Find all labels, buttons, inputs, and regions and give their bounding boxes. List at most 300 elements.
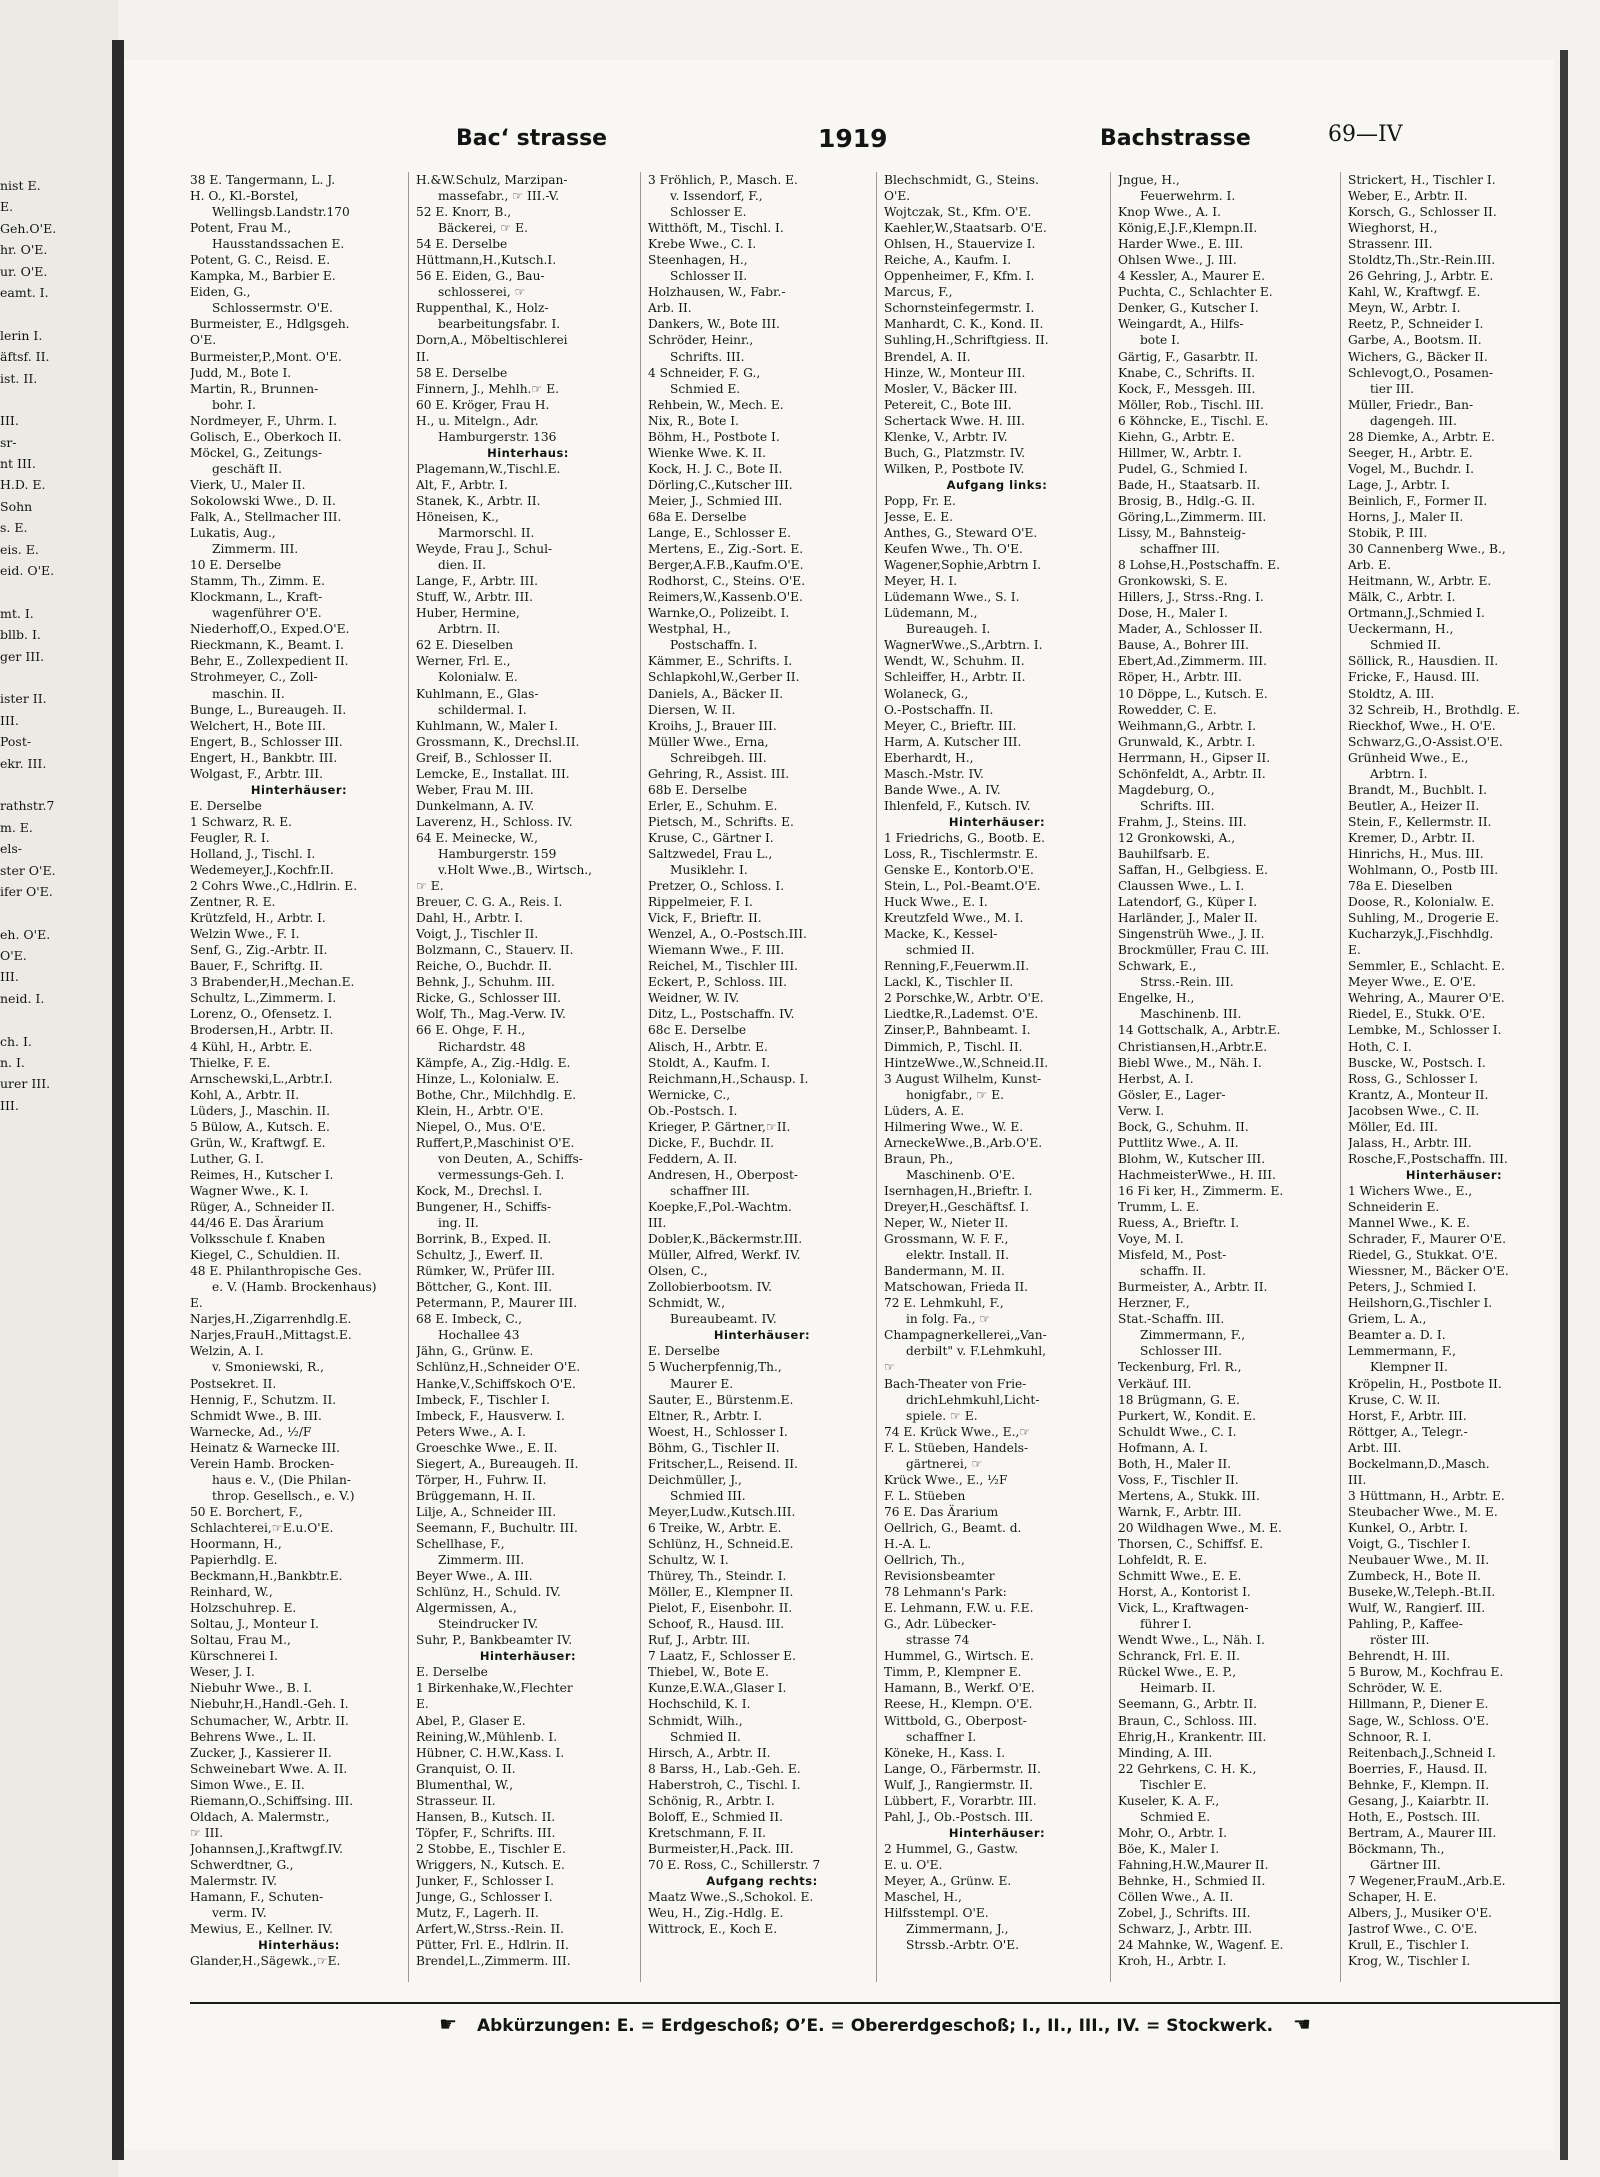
previous-page-fragment: eamt. I. [0,284,49,300]
directory-entry: Lohfeldt, R. E. [1118,1553,1208,1568]
directory-entry: Hüttmann,H.,Kutsch.I. [416,253,557,268]
directory-entry: Beckmann,H.,Bankbtr.E. [190,1569,343,1584]
directory-entry: Hausstandssachen E. [212,237,345,252]
directory-entry: wagenführer O'E. [212,606,322,621]
previous-page-fragment: nist E. [0,178,41,193]
directory-entry: Senf, G., Zig.-Arbtr. II. [190,943,328,958]
directory-entry: Purkert, W., Kondit. E. [1118,1408,1257,1423]
directory-entry: Manhardt, C. K., Kond. II. [884,317,1044,332]
directory-entry: Kruse, C. W. II. [1348,1392,1441,1407]
directory-entry: Nix, R., Bote I. [648,413,739,428]
previous-page-fragment: III. [0,1097,19,1113]
directory-entry: Arbtrn. I. [1370,766,1428,781]
directory-entry: Welzin, A. I. [190,1344,264,1359]
directory-entry: Ueckermann, H., [1348,622,1454,637]
directory-entry: 58 E. Derselbe [416,365,508,380]
previous-page-fragment [0,389,110,410]
directory-entry: Schlachterei,☞E.u.O'E. [190,1520,334,1535]
directory-entry: Arbt. III. [1348,1440,1402,1455]
directory-entry: Bureaugeh. I. [906,622,991,637]
directory-entry: Schertack Wwe. H. III. [884,413,1025,428]
directory-entry: Müller Wwe., Erna, [648,734,769,749]
running-title-right: Bachstrasse [1100,126,1251,151]
directory-entry: Strasseur. II. [416,1793,496,1808]
directory-entry: Harder Wwe., E. III. [1118,237,1244,252]
directory-entry: Klenke, V., Arbtr. IV. [884,429,1008,444]
directory-entry: 5 Bülow, A., Kutsch. E. [190,1119,330,1134]
directory-entry: 5 Burow, M., Kochfrau E. [1348,1665,1504,1680]
directory-entry: 4 Schneider, F. G., [648,365,761,380]
directory-entry: 1 Schwarz, R. E. [190,814,293,829]
directory-entry: Behnk, J., Schuhm. III. [416,975,555,990]
directory-entry: Mannel Wwe., K. E. [1348,1216,1470,1231]
directory-entry: Meyer, A., Grünw. E. [884,1873,1012,1888]
previous-page-fragment [0,774,110,795]
directory-entry: Krantz, A., Monteur II. [1348,1087,1489,1102]
directory-entry: gärtnerei, ☞ [906,1456,983,1471]
directory-entry: Boerries, F., Hausd. II. [1348,1761,1488,1776]
directory-entry: Griem, L. A., [1348,1312,1427,1327]
directory-entry: Masch.-Mstr. IV. [884,766,984,781]
directory-entry: Jacobsen Wwe., C. II. [1348,1103,1480,1118]
column-5 [1118,172,1341,1982]
directory-entry: Groeschke Wwe., E. II. [416,1440,558,1455]
directory-entry: Jngue, H., [1118,173,1180,187]
directory-entry: Thiebel, W., Bote E. [648,1665,769,1680]
directory-entry: Mohr, O., Arbtr. I. [1118,1825,1228,1840]
directory-entry: Wojtczak, St., Kfm. O'E. [884,205,1032,220]
directory-entry: Schrader, F., Maurer O'E. [1348,1232,1506,1247]
directory-entry: Kahl, W., Kraftwgf. E. [1348,285,1481,300]
directory-entry: Wendt Wwe., L., Näh. I. [1118,1633,1265,1648]
directory-entry: Schönfeldt, A., Arbtr. II. [1118,766,1266,781]
directory-entry: Schumacher, W., Arbtr. II. [190,1713,349,1728]
directory-entry: Junge, G., Schlosser I. [416,1890,553,1905]
directory-entry: E. Derselbe [648,1344,720,1359]
directory-entry: Verkäuf. III. [1118,1376,1192,1391]
directory-entry: Stobik, P. III. [1348,526,1428,541]
directory-entry: Lüders, J., Maschin. II. [190,1103,331,1118]
directory-entry: 14 Gottschalk, A., Arbtr.E. [1118,1023,1281,1038]
directory-entry: Rodhorst, C., Steins. O'E. [648,574,806,589]
directory-entry: Böe, K., Maler I. [1118,1841,1220,1856]
directory-entry: Ob.-Postsch. I. [648,1103,738,1118]
directory-entry: Wittrock, E., Koch E. [648,1922,778,1937]
directory-entry: Peters, J., Schmied I. [1348,1280,1477,1295]
directory-entry: Ross, G., Schlosser I. [1348,1071,1479,1086]
directory-entry: E. Derselbe [416,1665,488,1680]
directory-entry: Both, H., Maler II. [1118,1456,1232,1471]
directory-entry: Schönig, R., Arbtr. I. [648,1793,775,1808]
directory-entry: Woest, H., Schlosser I. [648,1424,788,1439]
directory-entry: Hamann, F., Schuten- [190,1890,324,1905]
directory-entry: 68c E. Derselbe [648,1023,747,1038]
directory-entry: Schnoor, R. I. [1348,1729,1432,1744]
directory-entry: Bunge, L., Bureaugeh. II. [190,702,347,717]
directory-entry: Hilfsstempl. O'E. [884,1906,989,1921]
directory-entry: Pudel, G., Schmied I. [1118,461,1248,476]
directory-entry: röster III. [1370,1633,1430,1648]
directory-entry: Hochallee 43 [438,1328,520,1343]
directory-entry: 78a E. Dieselben [1348,879,1453,894]
directory-entry: Marmorschl. II. [438,526,535,541]
directory-entry: Wulf, W., Rangierf. III. [1348,1601,1486,1616]
directory-entry: Reese, H., Klempn. O'E. [884,1697,1033,1712]
directory-entry: Arb. E. [1348,558,1391,573]
directory-entry: Verein Hamb. Brocken- [190,1456,335,1471]
directory-entry: strasse 74 [906,1633,970,1648]
directory-entry: Burmeister, E., Hdlgsgeh. [190,317,350,332]
directory-entry: Westphal, H., [648,622,731,637]
directory-entry: Engelke, H., [1118,991,1195,1006]
directory-entry: Rippelmeier, F. I. [648,895,753,910]
directory-entry: Biebl Wwe., M., Näh. I. [1118,1055,1262,1070]
directory-entry: Burmeister,H.,Pack. III. [648,1841,794,1856]
directory-entry: dien. II. [438,558,487,573]
directory-entry: Grossmann, K., Drechsl.II. [416,734,580,749]
directory-entry: 3 Fröhlich, P., Masch. E. [648,173,798,187]
previous-page-fragment: rathstr.7 [0,798,55,814]
directory-entry: Möller, E., Klempner II. [648,1585,794,1600]
directory-entry: Ohlsen Wwe., J. III. [1118,253,1237,268]
directory-entry: Sauter, E., Bürstenm.E. [648,1392,794,1407]
directory-entry: Vierk, U., Maler II. [190,477,306,492]
directory-entry: Weser, J. I. [190,1665,255,1680]
directory-entry: König,E.J.F.,Klempn.II. [1118,221,1258,236]
directory-entry: Holzschuhrep. E. [190,1601,297,1616]
directory-entry: Bandermann, M. II. [884,1264,1005,1279]
directory-entry: Reinhard, W., [190,1585,273,1600]
directory-entry: Möller, Ed. III. [1348,1119,1438,1134]
directory-entry: Latendorf, G., Küper I. [1118,895,1258,910]
directory-entry: Beyer Wwe., A. III. [416,1569,533,1584]
directory-entry: Arb. II. [648,301,692,316]
directory-entry: Rehbein, W., Mech. E. [648,397,784,412]
directory-entry: E. [190,1296,203,1311]
directory-entry: Simon Wwe., E. II. [190,1777,305,1792]
directory-entry: Reiche, A., Kaufm. I. [884,253,1012,268]
directory-entry: Kohl, A., Arbtr. II. [190,1087,300,1102]
directory-entry: Timm, P., Klempner E. [884,1665,1022,1680]
directory-entry: Alisch, H., Arbtr. E. [648,1039,768,1054]
directory-entry: Mosler, V., Bäcker III. [884,381,1018,396]
directory-entry: Kock, M., Drechsl. I. [416,1183,543,1198]
directory-entry: Liedtke,R.,Lademst. O'E. [884,1007,1039,1022]
directory-entry: Rieckhof, Wwe., H. O'E. [1348,718,1496,733]
directory-entry: Pietsch, M., Schrifts. E. [648,814,794,829]
directory-entry: Schwerdtner, G., [190,1857,294,1872]
directory-entry: Wendt, W., Schuhm. II. [884,654,1025,669]
directory-entry: Wieghorst, H., [1348,221,1438,236]
directory-entry: Hinterhäuser: [250,782,348,797]
directory-entry: 48 E. Philanthropische Ges. [190,1264,362,1279]
directory-entry: Glander,H.,Sägewk.,☞E. [190,1954,341,1969]
directory-entry: honigfabr., ☞ E. [906,1087,1004,1102]
directory-entry: 7 Wegener,FrauM.,Arb.E. [1348,1873,1506,1888]
directory-entry: Kunkel, O., Arbtr. I. [1348,1520,1468,1535]
directory-entry: Wilken, P., Postbote IV. [884,461,1025,476]
directory-entry: Schlossermstr. O'E. [212,301,333,316]
directory-entry: 2 Stobbe, E., Tischler E. [416,1841,566,1856]
directory-entry: 76 E. Das Ärarium [884,1504,999,1519]
directory-entry: Buch, G., Platzmstr. IV. [884,445,1026,460]
previous-page-fragment: nt III. [0,456,36,472]
directory-entry: Reimes, H., Kutscher I. [190,1167,334,1182]
directory-entry: Dimmich, P., Tischl. II. [884,1039,1023,1054]
directory-entry: Bock, G., Schuhm. II. [1118,1119,1249,1134]
previous-page-fragment [0,303,110,324]
directory-entry: Sage, W., Schloss. O'E. [1348,1713,1490,1728]
directory-entry: Imbeck, F., Tischler I. [416,1392,550,1407]
directory-entry: Steubacher Wwe., M. E. [1348,1504,1498,1519]
directory-entry: Renning,F.,Feuerwm.II. [884,959,1030,974]
directory-entry: 78 Lehmann's Park: [884,1585,1007,1600]
directory-entry: 10 Döppe, L., Kutsch. E. [1118,686,1268,701]
directory-entry: H. O., Kl.-Borstel, [190,189,299,204]
directory-entry: Andresen, H., Oberpost- [648,1167,799,1182]
directory-entry: Reimers,W.,Kassenb.O'E. [648,590,803,605]
directory-entry: Schranck, Frl. E. II. [1118,1649,1240,1664]
directory-entry: H.&W.Schulz, Marzipan- [416,173,568,187]
directory-entry: Horst, F., Arbtr. III. [1348,1408,1467,1423]
directory-entry: Gehring, R., Assist. III. [648,766,790,781]
directory-entry: Heimarb. II. [1140,1681,1216,1696]
directory-entry: Grunwald, K., Arbtr. I. [1118,734,1256,749]
directory-entry: Voss, F., Tischler II. [1118,1472,1239,1487]
directory-entry: Feuerwehrm. I. [1140,189,1236,204]
directory-entry: Schlosser III. [1140,1344,1222,1359]
directory-entry: Stat.-Schaffn. III. [1118,1312,1225,1327]
directory-entry: Rückel Wwe., E. P., [1118,1665,1237,1680]
directory-entry: Neper, W., Nieter II. [884,1216,1009,1231]
directory-entry: Musiklehr. I. [670,863,748,878]
directory-entry: Schoof, R., Hausd. III. [648,1617,785,1632]
directory-entry: Kroh, H., Arbtr. I. [1118,1954,1227,1969]
directory-entry: Rosche,F.,Postschaffn. III. [1348,1151,1508,1166]
directory-entry: Dose, H., Maler I. [1118,606,1228,621]
directory-entry: Weingardt, A., Hilfs- [1118,317,1244,332]
directory-entry: Seemann, G., Arbtr. II. [1118,1697,1258,1712]
directory-entry: Schmidt, W., [648,1296,726,1311]
directory-entry: 2 Cohrs Wwe.,C.,Hdlrin. E. [190,879,358,894]
directory-entry: Wagener,Sophie,Arbtrn I. [884,558,1042,573]
directory-entry: Zimmerm. III. [212,542,299,557]
directory-entry: Soltau, Frau M., [190,1633,291,1648]
directory-entry: Hoormann, H., [190,1536,282,1551]
directory-entry: Hinterhäuser: [479,1649,577,1664]
directory-entry: Potent, G. C., Reisd. E. [190,253,331,268]
directory-entry: Puttlitz Wwe., A. II. [1118,1135,1239,1150]
directory-entry: Garbe, A., Bootsm. II. [1348,333,1482,348]
directory-entry: Hinterhäus: [258,1938,340,1953]
directory-entry: Laverenz, H., Schloss. IV. [416,814,573,829]
directory-entry: 3 Brabender,H.,Mechan.E. [190,975,355,990]
directory-entry: Burmeister,P.,Mont. O'E. [190,349,342,364]
directory-entry: Schlevogt,O., Posamen- [1348,365,1494,380]
directory-entry: Hinterhäuser: [948,1825,1046,1840]
directory-entry: Koepke,F.,Pol.-Wachtm. [648,1200,792,1214]
directory-entry: 68b E. Derselbe [648,782,748,797]
directory-entry: Schleiffer, H., Arbtr. II. [884,670,1026,685]
previous-page-fragment [0,667,110,688]
directory-entry: Steenhagen, H., [648,253,748,268]
directory-entry: Volksschule f. Knaben [190,1232,326,1247]
directory-entry: Grün, W., Kraftwgf. E. [190,1135,326,1150]
directory-entry: Brandt, M., Buchblt. I. [1348,782,1487,797]
directory-entry: Braun, Ph., [884,1151,954,1166]
directory-entry: 6 Köhncke, E., Tischl. E. [1118,413,1269,428]
directory-entry: 5 Wucherpfennig,Th., [648,1360,782,1375]
directory-entry: Bothe, Chr., Milchhdlg. E. [416,1087,577,1102]
directory-entry: Hirsch, A., Arbtr. II. [648,1745,771,1760]
directory-entry: ☞ III. [190,1825,224,1840]
directory-entry: Cöllen Wwe., A. II. [1118,1890,1234,1905]
directory-entry: Martin, R., Brunnen- [190,381,319,396]
directory-entry: Mertens, A., Stukk. III. [1118,1488,1260,1503]
directory-entry: Schlosser E. [670,205,747,220]
directory-entry: Papierhdlg. E. [190,1553,278,1568]
directory-entry: Krützfeld, H., Arbtr. I. [190,911,326,926]
directory-entry: Knop Wwe., A. I. [1118,205,1221,220]
directory-entry: Engert, B., Schlosser III. [190,734,343,749]
directory-entry: H., u. Mitelgn., Adr. [416,413,539,428]
directory-entry: Warnk, F., Arbtr. III. [1118,1504,1242,1519]
directory-entry: 8 Barss, H., Lab.-Geh. E. [648,1761,801,1776]
directory-entry: Schmied III. [670,1488,746,1503]
directory-entry: Bureaubeamt. IV. [670,1312,777,1327]
directory-entry: 66 E. Ohge, F. H., [416,1023,526,1038]
directory-entry: Bause, A., Bohrer III. [1118,638,1249,653]
directory-entry: Macke, K., Kessel- [884,927,998,942]
directory-entry: Arfert,W.,Strss.-Rein. II. [416,1922,565,1937]
directory-entry: Wittbold, G., Oberpost- [884,1713,1027,1728]
directory-entry: Pahl, J., Ob.-Postsch. III. [884,1809,1033,1824]
directory-entry: Bolzmann, C., Stauerv. II. [416,943,574,958]
directory-entry: Greif, B., Schlosser II. [416,750,553,765]
previous-page-fragment: III. [0,969,19,985]
directory-entry: schlosserei, ☞ [438,285,526,300]
directory-entry: Niebuhr,H.,Handl.-Geh. I. [190,1697,349,1712]
directory-entry: Claussen Wwe., L. I. [1118,879,1245,894]
directory-entry: Pütter, Frl. E., Hdlrin. II. [416,1938,569,1953]
directory-entry: 56 E. Eiden, G., Bau- [416,269,545,284]
page-number: 69—IV [1328,122,1403,147]
previous-page-fragment: urer III. [0,1076,51,1092]
directory-entry: Oldach, A. Malermstr., [190,1809,330,1824]
directory-entry: Malermstr. IV. [190,1873,277,1888]
directory-entry: Keufen Wwe., Th. O'E. [884,542,1023,557]
directory-entry: Mutz, F., Lagerh. II. [416,1906,539,1921]
directory-entry: Abel, P., Glaser E. [416,1713,526,1728]
directory-entry: H.-A. L. [884,1536,932,1551]
directory-entry: Horst, A., Kontorist I. [1118,1585,1251,1600]
directory-entry: 74 E. Krück Wwe., E.,☞ [884,1424,1031,1439]
directory-entry: Aufgang links: [946,477,1048,492]
directory-entry: 16 Fi ker, H., Zimmerm. E. [1118,1183,1284,1198]
directory-entry: Narjes,H.,Zigarrenhdlg.E. [190,1312,352,1327]
directory-entry: Schmied II. [1370,638,1441,653]
directory-entry: Hoth, E., Postsch. III. [1348,1809,1481,1824]
directory-entry: 1 Wichers Wwe., E., [1348,1183,1473,1198]
directory-entry: Lüdemann, M., [884,606,978,621]
directory-entry: Reitenbach,J.,Schneid I. [1348,1745,1496,1760]
directory-entry: Kaehler,W.,Staatsarb. O'E. [884,221,1047,236]
directory-entry: Witthöft, M., Tischl. I. [648,221,784,236]
directory-entry: Brendel, A. II. [884,349,971,364]
directory-entry: Gärtig, F., Gasarbtr. II. [1118,349,1259,364]
directory-entry: Stein, L., Pol.-Beamt.O'E. [884,879,1041,894]
directory-entry: 24 Mahnke, W., Wagenf. E. [1118,1938,1284,1953]
directory-entry: 50 E. Borchert, F., [190,1504,303,1519]
directory-entry: schaffner I. [906,1729,977,1744]
directory-entry: Gösler, E., Lager- [1118,1087,1226,1102]
directory-entry: Kiegel, C., Schuldien. II. [190,1248,341,1263]
directory-entry: Ruppenthal, K., Holz- [416,301,549,316]
directory-entry: Schellhase, F., [416,1536,505,1551]
directory-entry: Dahl, H., Arbtr. I. [416,911,524,926]
abbreviation-footer [190,2002,1560,2042]
directory-entry: Hübner, C. H.W.,Kass. I. [416,1745,565,1760]
directory-entry: Richardstr. 48 [438,1039,526,1054]
directory-entry: Hinrichs, H., Mus. III. [1348,846,1484,861]
directory-entry: Blohm, W., Kutscher III. [1118,1151,1266,1166]
directory-entry: Postschaffn. I. [670,638,758,653]
directory-entry: Schlosser II. [670,269,748,284]
directory-entry: Schrifts. III. [670,349,745,364]
previous-page-fragment: III. [0,712,19,728]
directory-entry: bearbeitungsfabr. I. [438,317,561,332]
directory-entry: F. L. Stüeben, Handels- [884,1440,1029,1455]
previous-page-fragment: sr- [0,434,17,450]
directory-entry: Aufgang rechts: [706,1873,818,1888]
previous-page-fragments [0,175,110,1116]
directory-columns [190,172,1570,1992]
directory-entry: Weber, Frau M. III. [416,782,534,797]
directory-entry: Hillers, J., Strss.-Rng. I. [1118,590,1264,605]
directory-entry: Ruf, J., Arbtr. III. [648,1633,751,1648]
directory-entry: Ruess, A., Brieftr. I. [1118,1216,1240,1231]
directory-entry: Kämpfe, A., Zig.-Hdlg. E. [416,1055,571,1070]
directory-entry: Voye, M. I. [1118,1232,1184,1247]
directory-entry: dagengeh. III. [1370,413,1457,428]
directory-entry: Hoth, C. I. [1348,1039,1412,1054]
directory-entry: 1 Birkenhake,W.,Flechter [416,1681,573,1696]
directory-entry: Golisch, E., Oberkoch II. [190,429,342,444]
directory-entry: Zimmerm. III. [438,1553,525,1568]
directory-entry: Holzhausen, W., Fabr.- [648,285,786,300]
directory-entry: Schultz, J., Ewerf. II. [416,1248,544,1263]
directory-entry: Doose, R., Kolonialw. E. [1348,895,1495,910]
directory-entry: Grossmann, W. F. F., [884,1232,1009,1247]
directory-entry: Engert, H., Bankbtr. III. [190,750,338,765]
directory-entry: verm. IV. [212,1906,267,1921]
directory-entry: Narjes,FrauH.,Mittagst.E. [190,1328,352,1343]
directory-entry: Dicke, F., Buchdr. II. [648,1135,775,1150]
directory-entry: Neubauer Wwe., M. II. [1348,1553,1490,1568]
directory-entry: 70 E. Ross, C., Schillerstr. 7 [648,1857,821,1872]
directory-entry: Maurer E. [670,1376,734,1391]
directory-entry: Mertens, E., Zig.-Sort. E. [648,542,804,557]
directory-entry: G., Adr. Lübecker- [884,1617,997,1632]
directory-entry: Algermissen, A., [416,1601,517,1616]
directory-entry: Siegert, A., Bureaugeh. II. [416,1456,579,1471]
previous-page-fragment: els- [0,841,23,857]
directory-entry: Ihlenfeld, F., Kutsch. IV. [884,798,1031,813]
directory-entry: Petermann, P., Maurer III. [416,1296,578,1311]
directory-entry: Wolgast, F., Arbtr. III. [190,766,323,781]
directory-entry: Meier, J., Schmied III. [648,493,783,508]
previous-page-fragment: neid. I. [0,990,45,1006]
